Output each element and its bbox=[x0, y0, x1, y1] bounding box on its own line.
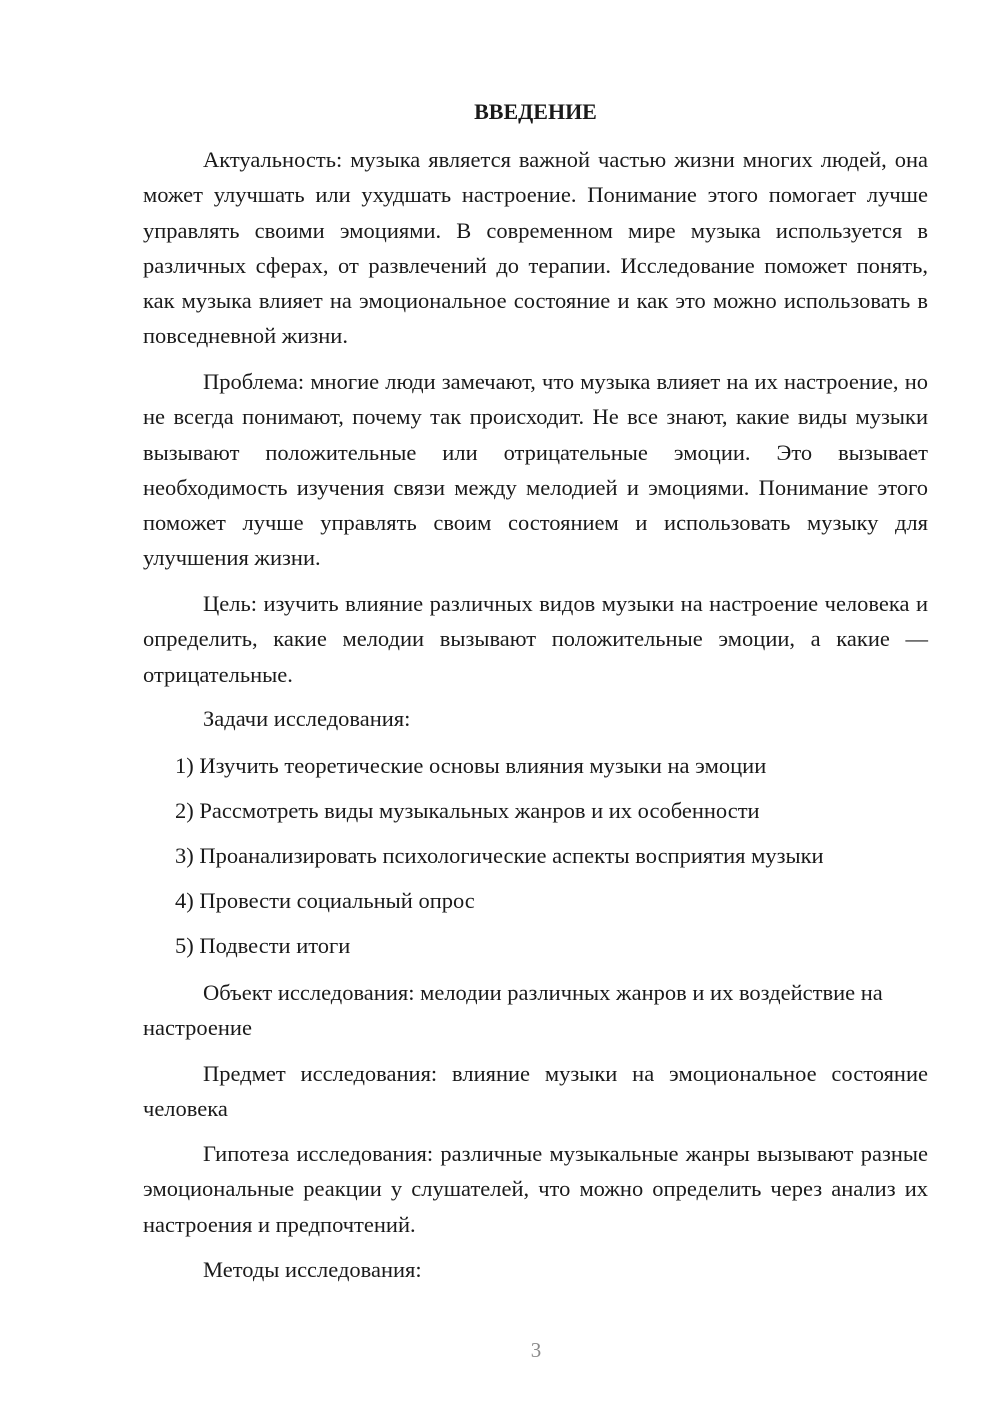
relevance-paragraph: Актуальность: музыка является важной частью жизни многих людей, она может улучшать или ухудшать настроение. Понимание этого помогает лучше управлять своими эмоциями. В современном мире музыка используется в различных сферах, от развлечений до терапии. Исследование поможет понять, как музыка влияет на эмоциональное состояние и как это можно использовать в повседневной жизни. bbox=[143, 147, 928, 349]
hypothesis-paragraph: Гипотеза исследования: различные музыкальные жанры вызывают разные эмоциональные реакции у слушателей, что можно определить через анализ их настроения и предпочтений. bbox=[143, 1141, 928, 1237]
tasks-heading: Задачи исследования: bbox=[203, 706, 411, 731]
object-paragraph: Объект исследования: мелодии различных жанров и их воздействие на настроение bbox=[143, 980, 883, 1041]
page-title: ВВЕДЕНИЕ bbox=[474, 99, 597, 124]
page-number: 3 bbox=[530, 1338, 542, 1362]
goal-paragraph: Цель: изучить влияние различных видов музыки на настроение человека и определить, какие мелодии вызывают положительные эмоции, а какие — отрицательные. bbox=[143, 591, 928, 687]
methods-heading: Методы исследования: bbox=[203, 1257, 422, 1282]
task-item-5: 5) Подвести итоги bbox=[175, 933, 351, 958]
problem-paragraph: Проблема: многие люди замечают, что музыка влияет на их настроение, но не всегда понимают, почему так происходит. Не все знают, какие виды музыки вызывают положительные или отрицательные эмоции. Это вызывает необходимость изучения связи между мелодией и эмоциями. Понимание этого поможет лучше управлять своим состоянием и использовать музыку для улучшения жизни. bbox=[143, 369, 928, 571]
subject-paragraph: Предмет исследования: влияние музыки на эмоциональное состояние человека bbox=[143, 1061, 928, 1122]
task-item-1: 1) Изучить теоретические основы влияния музыки на эмоции bbox=[175, 753, 767, 778]
task-item-4: 4) Провести социальный опрос bbox=[175, 888, 475, 913]
task-item-3: 3) Проанализировать психологические аспекты восприятия музыки bbox=[175, 843, 824, 868]
task-item-2: 2) Рассмотреть виды музыкальных жанров и их особенности bbox=[175, 798, 760, 823]
